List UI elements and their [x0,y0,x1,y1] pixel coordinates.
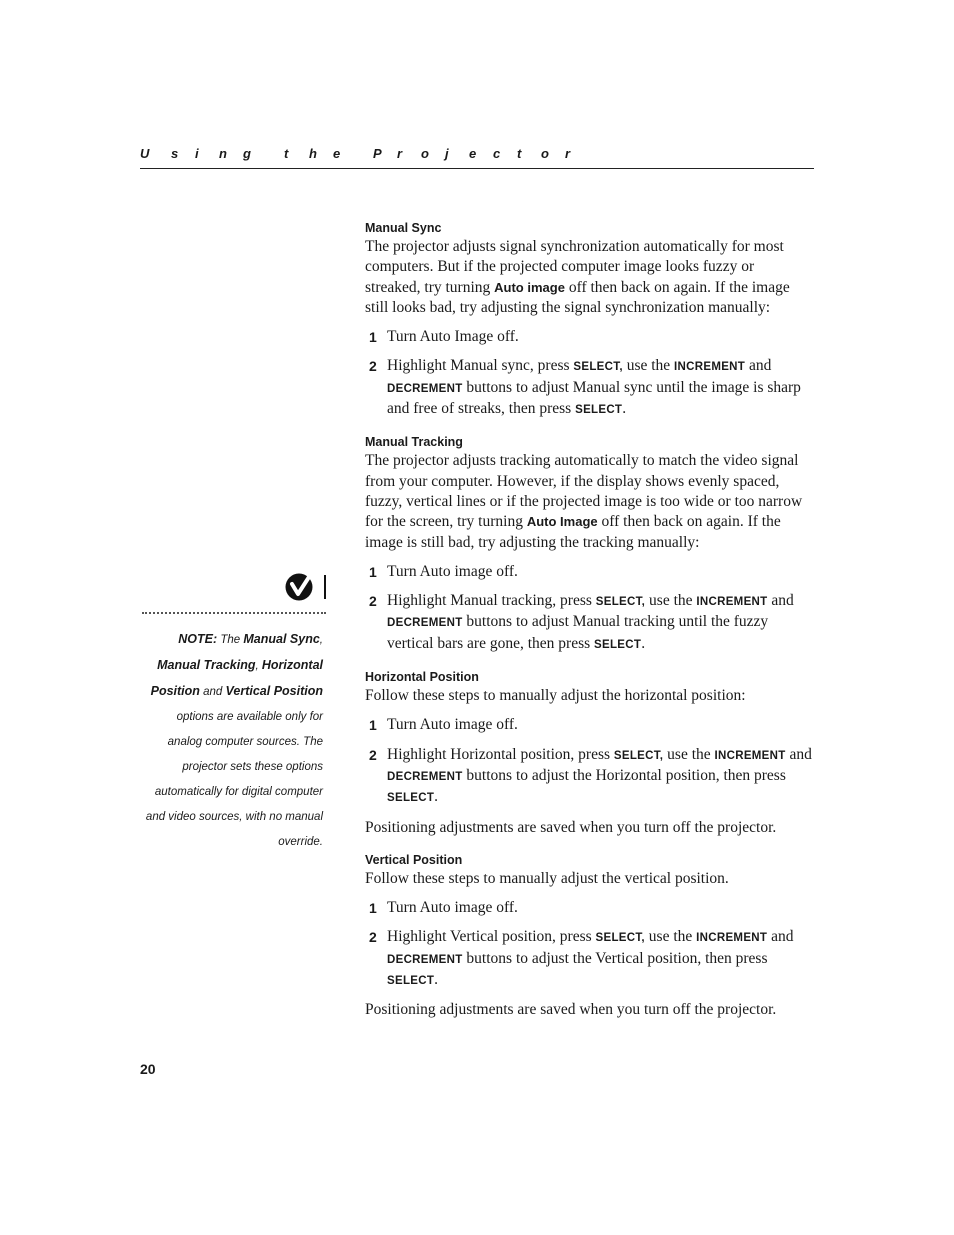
button-name: DECREMENT [387,770,463,783]
step-number: 1 [369,900,377,917]
header-letter: c [493,146,501,161]
header-letter: P [373,146,382,161]
note-term: Manual Tracking [157,658,256,672]
header-letter: j [445,146,449,161]
text: off then back on again. If the image still looks bad, try adjusting the signal synchronization manually: [365,278,790,316]
step-number: 1 [369,563,377,580]
step-text: and [767,592,794,610]
step-number: 2 [369,593,377,610]
step-text: Highlight Manual tracking, press [387,592,596,610]
note-paragraph: Positioning adjustments are saved when you turn off the projector. [365,1001,777,1019]
note-divider [142,612,326,614]
note-text: , [255,660,262,672]
button-name: SELECT [387,975,435,988]
text: The projector adjusts tracking automatically to match the video signal from your computer. However, if the display shows evenly spaced, fuzzy, vertical lines or if the projected image is too wide or too narrow for the screen, try turning [365,452,803,531]
button-name: SELECT [575,404,623,417]
step-text: use the [644,928,697,946]
note-term: Vertical Position [225,684,323,698]
button-name: DECREMENT [387,617,463,630]
section-intro [365,451,813,552]
text: off then back on again. If the image is still bad, try adjusting the tracking manually: [365,513,781,551]
section-intro: Follow these steps to manually adjust the horizontal position: [365,687,746,705]
button-name: INCREMENT [674,361,746,374]
keyword: Auto image [494,279,565,295]
note-term: Manual Sync [243,632,320,646]
header-letter: r [565,146,571,161]
step-list [365,715,813,808]
step-text: . [434,971,439,989]
header-letter: i [195,146,199,161]
section-title: Vertical Position [365,852,463,867]
step [365,327,813,347]
step-text: use the [622,357,675,375]
step-text: and [767,928,794,946]
step-text: use the [663,745,715,763]
section-intro: Follow these steps to manually adjust the vertical position. [365,869,729,887]
section-horizontal-position [365,668,813,838]
keyword: Auto Image [526,514,598,530]
step-text: . [622,400,627,418]
step-text: Highlight Manual sync, press [387,357,574,375]
note-text: , [319,634,323,646]
step-list [365,898,813,991]
header-letter: s [171,146,179,161]
main-content [365,219,813,1021]
header-letter: h [309,146,317,161]
step [365,562,813,582]
step [365,927,813,991]
header-letter: U [140,146,150,161]
step-text: Highlight Vertical position, press [387,928,596,946]
button-name: SELECT, [613,749,664,762]
section-title: Horizontal Position [365,670,479,685]
note-text: The [217,634,244,646]
step-number: 2 [369,746,377,763]
note-term: Horizontal Position [150,658,323,698]
header-letter: n [219,146,227,161]
step-number: 1 [369,717,377,734]
header-letter: r [397,146,403,161]
note-label: NOTE: [178,632,218,646]
step-number: 1 [369,329,377,346]
step-text: Turn Auto Image off. [387,328,519,346]
button-name: SELECT, [573,361,623,374]
step-text: and [745,357,772,375]
step [365,715,813,735]
header-letter: o [541,146,549,161]
step [365,356,813,420]
header-letter: t [517,146,522,161]
running-header [140,146,814,161]
step-text: buttons to adjust the Vertical position, then press [462,949,768,967]
button-name: DECREMENT [387,382,463,395]
step-number: 2 [369,929,377,946]
section-title: Manual Tracking [365,435,463,450]
header-letter: e [469,146,477,161]
step-text: use the [645,592,697,610]
step-text: buttons to adjust the Horizontal position, then press [462,766,786,784]
step-number: 2 [369,358,377,375]
note-pen-icon [285,572,329,602]
note-text: and [199,686,226,698]
section-intro [365,237,813,318]
step-text: and [785,745,812,763]
header-rule [140,168,814,169]
step-text: Turn Auto image off. [387,899,518,917]
step-text: Highlight Horizontal position, press [387,745,614,763]
section-manual-tracking [365,433,813,655]
header-letter: g [243,146,251,161]
text: The projector adjusts signal synchronization automatically for most computers. But if the projected computer image looks fuzzy or streaked, try turning [365,238,784,296]
step [365,745,813,809]
button-name: INCREMENT [696,596,768,609]
note-paragraph: Positioning adjustments are saved when you turn off the projector. [365,818,777,836]
button-name: SELECT [594,638,642,651]
step-text: buttons to adjust Manual sync until the image is sharp and free of streaks, then press [387,378,801,418]
step-text: Turn Auto image off. [387,562,518,580]
button-name: SELECT, [595,932,645,945]
header-letter: o [421,146,429,161]
step-text: . [641,634,646,652]
section-manual-sync [365,219,813,420]
step [365,591,813,655]
section-vertical-position [365,851,813,1021]
button-name: DECREMENT [387,953,463,966]
button-name: SELECT [387,792,435,805]
header-letter: t [284,146,289,161]
button-name: INCREMENT [696,932,768,945]
page-number: 20 [140,1061,156,1077]
step-list [365,562,813,655]
note-text: options are available only for analog computer sources. The projector sets these options automatically for digital computer and video sources, with no manual override. [145,711,323,848]
section-title: Manual Sync [365,221,442,235]
header-letter: e [333,146,341,161]
button-name: SELECT, [595,596,646,609]
step-text: . [434,788,439,806]
step-list [365,327,813,420]
step [365,898,813,918]
sidebar-note [140,627,323,855]
step-text: buttons to adjust Manual tracking until the fuzzy vertical bars are gone, then press [387,613,769,652]
button-name: INCREMENT [714,749,786,762]
step-text: Turn Auto image off. [387,716,518,734]
